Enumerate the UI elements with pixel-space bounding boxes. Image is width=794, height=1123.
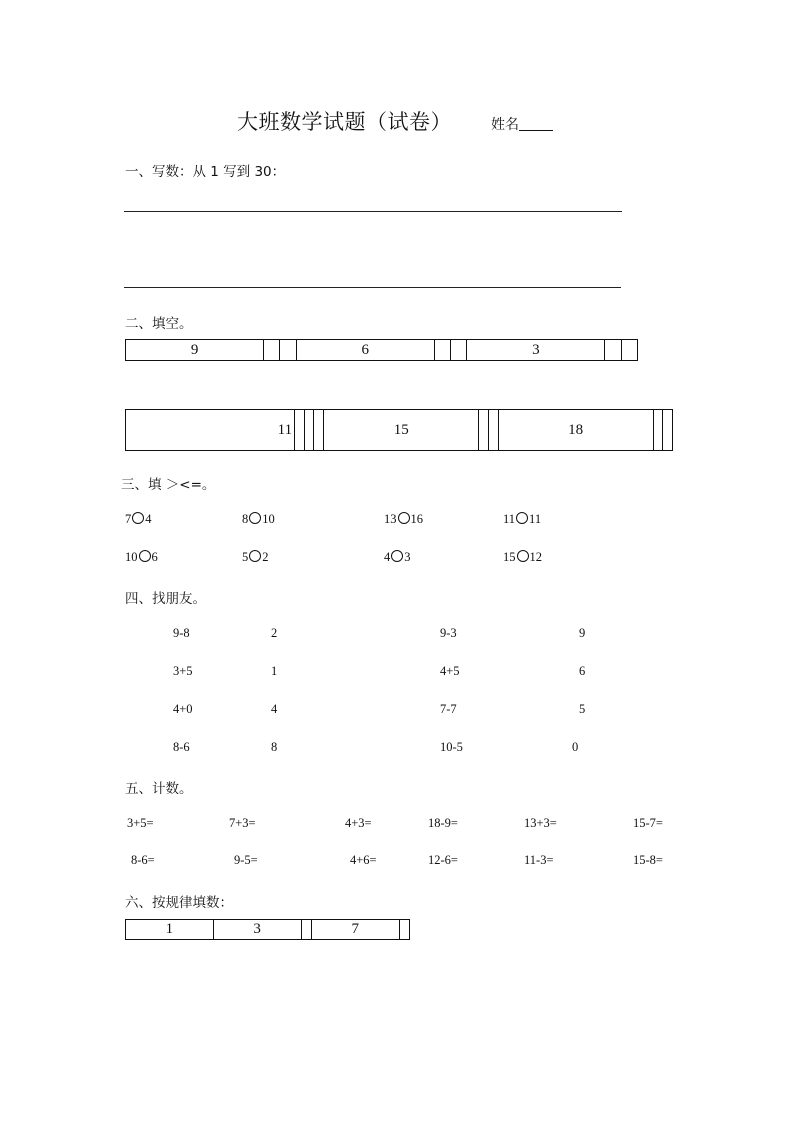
compare-item (125, 550, 158, 565)
compare-right: 16 (410, 512, 423, 526)
fill-table-1-cell[interactable] (264, 340, 280, 361)
fill-table-2-cell[interactable] (663, 410, 673, 451)
match-right-number: 9 (579, 626, 586, 640)
compare-circle[interactable] (517, 550, 529, 562)
calc-problem: 7+3= (229, 816, 256, 830)
name-blank[interactable] (519, 116, 553, 131)
match-right-number: 5 (579, 702, 586, 716)
match-right-number: 0 (572, 740, 579, 754)
compare-left: 4 (384, 550, 391, 564)
pattern-table-cell[interactable] (301, 920, 311, 940)
fill-table-2-cell: 18 (498, 410, 653, 451)
fill-table-1-cell[interactable] (280, 340, 296, 361)
fill-table-1-cell: 9 (126, 340, 264, 361)
compare-circle[interactable] (249, 550, 261, 562)
section-5-heading: 五、计数。 (125, 781, 193, 797)
match-right-number: 6 (579, 664, 586, 678)
compare-item (503, 512, 541, 527)
fill-table-2-cell[interactable] (488, 410, 498, 451)
calc-problem: 11-3= (524, 853, 554, 867)
fill-table-2-cell: 11 (126, 410, 295, 451)
fill-table-1-cell[interactable] (605, 340, 621, 361)
calc-problem: 4+3= (345, 816, 372, 830)
match-right-expression: 4+5 (440, 664, 460, 678)
match-left-expression: 3+5 (173, 664, 193, 678)
compare-right: 11 (529, 512, 542, 526)
match-left-number: 4 (271, 702, 278, 716)
compare-right: 12 (529, 550, 542, 564)
pattern-table-cell: 1 (126, 920, 214, 940)
compare-left: 7 (125, 512, 132, 526)
match-right-expression: 10-5 (440, 740, 463, 754)
fill-table-1-cell: 6 (296, 340, 434, 361)
match-left-number: 1 (271, 664, 278, 678)
match-right-expression: 9-3 (440, 626, 457, 640)
fill-table-1-cell[interactable] (451, 340, 467, 361)
calc-problem: 8-6= (131, 853, 155, 867)
name-label: 姓名 (491, 117, 519, 133)
compare-item (384, 512, 423, 527)
writing-line-2[interactable] (124, 287, 621, 288)
calc-problem: 12-6= (428, 853, 458, 867)
section-1-heading: 一、写数：从 1 写到 30： (125, 164, 286, 180)
compare-circle[interactable] (249, 512, 261, 524)
match-right-expression: 7-7 (440, 702, 457, 716)
calc-problem: 4+6= (350, 853, 377, 867)
compare-item (242, 550, 269, 565)
fill-table-2-cell: 15 (324, 410, 479, 451)
match-left-number: 2 (271, 626, 278, 640)
compare-circle[interactable] (391, 550, 403, 562)
compare-circle[interactable] (516, 512, 528, 524)
pattern-table (125, 919, 410, 940)
writing-line-1[interactable] (124, 211, 622, 212)
compare-circle[interactable] (139, 550, 151, 562)
calc-problem: 15-8= (633, 853, 663, 867)
page-title: 大班数学试题（试卷） (237, 110, 452, 134)
pattern-table-cell[interactable] (399, 920, 409, 940)
calc-problem: 9-5= (234, 853, 258, 867)
calc-problem: 18-9= (428, 816, 458, 830)
fill-table-2-cell[interactable] (304, 410, 314, 451)
fill-table-1-cell[interactable] (621, 340, 637, 361)
pattern-table-cell: 3 (213, 920, 301, 940)
compare-left: 11 (503, 512, 516, 526)
section-6-heading: 六、按规律填数： (125, 895, 233, 911)
calc-problem: 13+3= (524, 816, 557, 830)
fill-table-2-cell[interactable] (479, 410, 489, 451)
match-left-number: 8 (271, 740, 278, 754)
compare-right: 6 (151, 550, 158, 564)
compare-right: 2 (262, 550, 269, 564)
compare-item (384, 550, 411, 565)
compare-circle[interactable] (398, 512, 410, 524)
calc-problem: 15-7= (633, 816, 663, 830)
fill-table-1 (125, 339, 638, 361)
fill-table-1-cell[interactable] (434, 340, 450, 361)
section-4-heading: 四、找朋友。 (125, 591, 206, 607)
name-field[interactable] (491, 114, 553, 134)
compare-item (503, 550, 542, 565)
calc-problem: 3+5= (127, 816, 154, 830)
compare-right: 10 (262, 512, 275, 526)
fill-table-2-cell[interactable] (314, 410, 324, 451)
match-left-expression: 4+0 (173, 702, 193, 716)
compare-left: 8 (242, 512, 249, 526)
compare-circle[interactable] (132, 512, 144, 524)
compare-right: 4 (145, 512, 152, 526)
compare-left: 10 (125, 550, 138, 564)
fill-table-2 (125, 409, 673, 451)
compare-left: 5 (242, 550, 249, 564)
match-left-expression: 9-8 (173, 626, 190, 640)
match-left-expression: 8-6 (173, 740, 190, 754)
fill-table-2-cell[interactable] (295, 410, 305, 451)
section-2-heading: 二、填空。 (125, 316, 193, 332)
compare-left: 15 (503, 550, 516, 564)
pattern-table-cell: 7 (311, 920, 399, 940)
fill-table-1-cell: 3 (467, 340, 605, 361)
section-3-heading: 三、填 ＞<=。 (121, 477, 216, 493)
compare-left: 13 (384, 512, 397, 526)
compare-item (125, 512, 152, 527)
compare-right: 3 (404, 550, 411, 564)
fill-table-2-cell[interactable] (653, 410, 663, 451)
compare-item (242, 512, 275, 527)
